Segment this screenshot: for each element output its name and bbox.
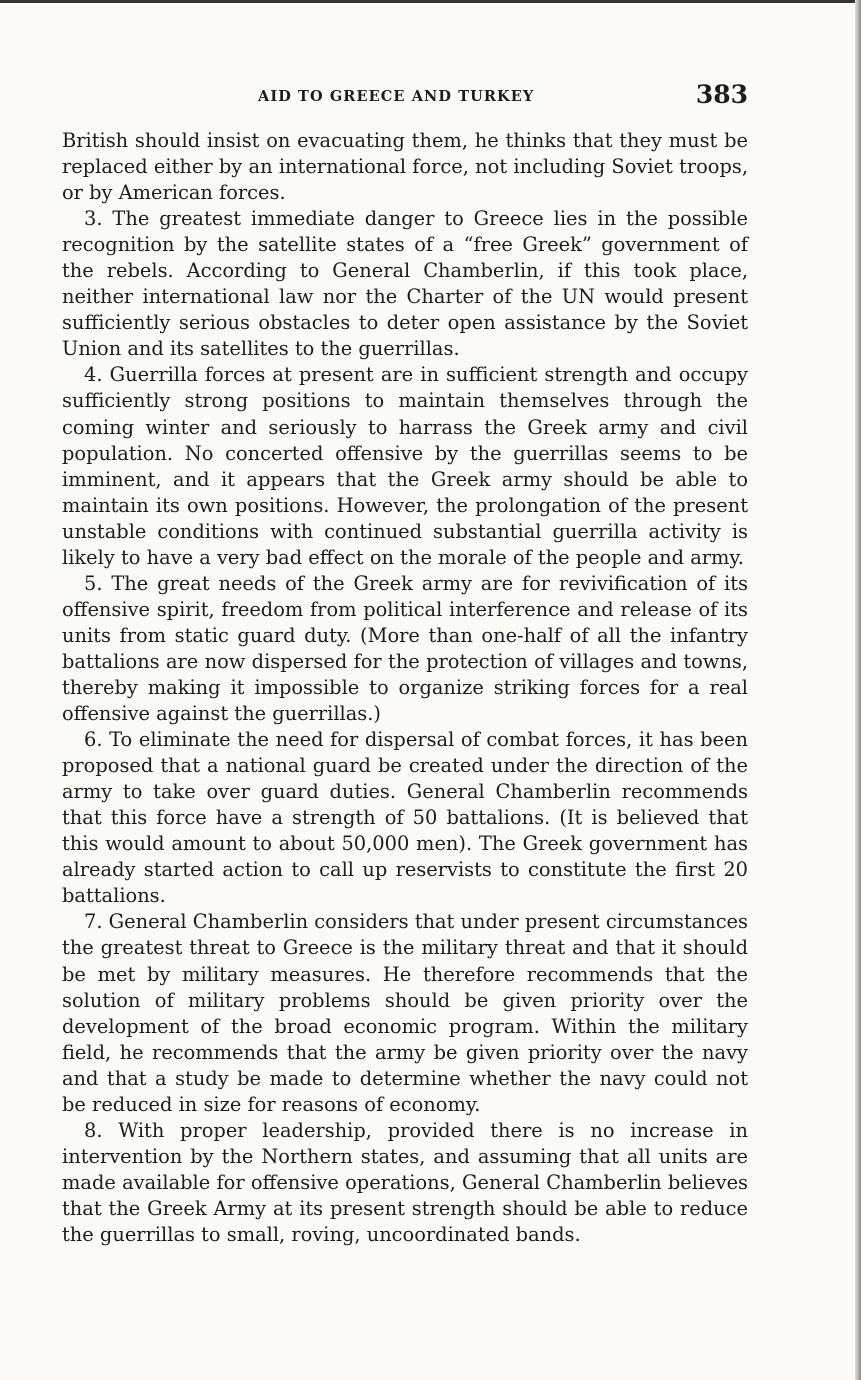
page-number: 383 bbox=[695, 80, 748, 109]
paragraph-8: 8. With proper leadership, provided there is no increase in intervention by the Northern states, and assuming that all units are made available for offensive operations, General Chamberlin believes that the Greek Army at its present strength should be able to reduce the guerrillas to small, roving, uncoordinated bands. bbox=[62, 1118, 748, 1246]
paragraph-3: 3. The greatest immediate danger to Greece lies in the possible recognition by the satellite states of a “free Greek” government of the rebels. According to General Chamberlin, if this took place, neither international law nor the Charter of the UN would present sufficiently serious obstacles to deter open assistance by the Soviet Union and its satellites to the guerrillas. bbox=[62, 207, 748, 361]
running-head bbox=[62, 80, 748, 114]
paragraph-6: 6. To eliminate the need for dispersal of combat forces, it has been proposed that a national guard be created under the direction of the army to take over guard duties. General Chamberlin recommends that this force have a strength of 50 battalions. (It is believed that this would amount to about 50,000 men). The Greek government has already started action to call up reservists to constitute the first 20 battalions. bbox=[62, 728, 748, 908]
paragraph-7: 7. General Chamberlin considers that under present circumstances the greatest threat to Greece is the military threat and that it should be met by military measures. He therefore recommends that the solution of military problems should be given priority over the development of the broad economic program. Within the military field, he recommends that the army be given priority over the navy and that a study be made to determine whether the navy could not be reduced in size for reasons of economy. bbox=[62, 910, 748, 1116]
page-edge-shadow bbox=[855, 0, 861, 1380]
body-text bbox=[62, 128, 748, 1248]
paragraph-continuation: British should insist on evacuating them, he thinks that they must be replaced either by an international force, not including Soviet troops, or by American forces. bbox=[62, 129, 748, 205]
paragraph-4: 4. Guerrilla forces at present are in sufficient strength and occupy sufficiently strong positions to maintain themselves through the coming winter and seriously to harrass the Greek army and civil population. No concerted offensive by the guerrillas seems to be imminent, and it appears that the Greek army should be able to maintain its own positions. However, the prolongation of the present unstable conditions with continued substantial guerrilla activity is likely to have a very bad effect on the morale of the people and army. bbox=[62, 363, 748, 569]
running-title: AID TO GREECE AND TURKEY bbox=[258, 88, 535, 105]
paragraph-5: 5. The great needs of the Greek army are for revivification of its offensive spirit, freedom from political interference and release of its units from static guard duty. (More than one-half of all the infantry battalions are now dispersed for the protection of villages and towns, thereby making it impossible to organize striking forces for a real offensive against the guerrillas.) bbox=[62, 571, 748, 726]
top-edge-rule bbox=[0, 0, 861, 3]
